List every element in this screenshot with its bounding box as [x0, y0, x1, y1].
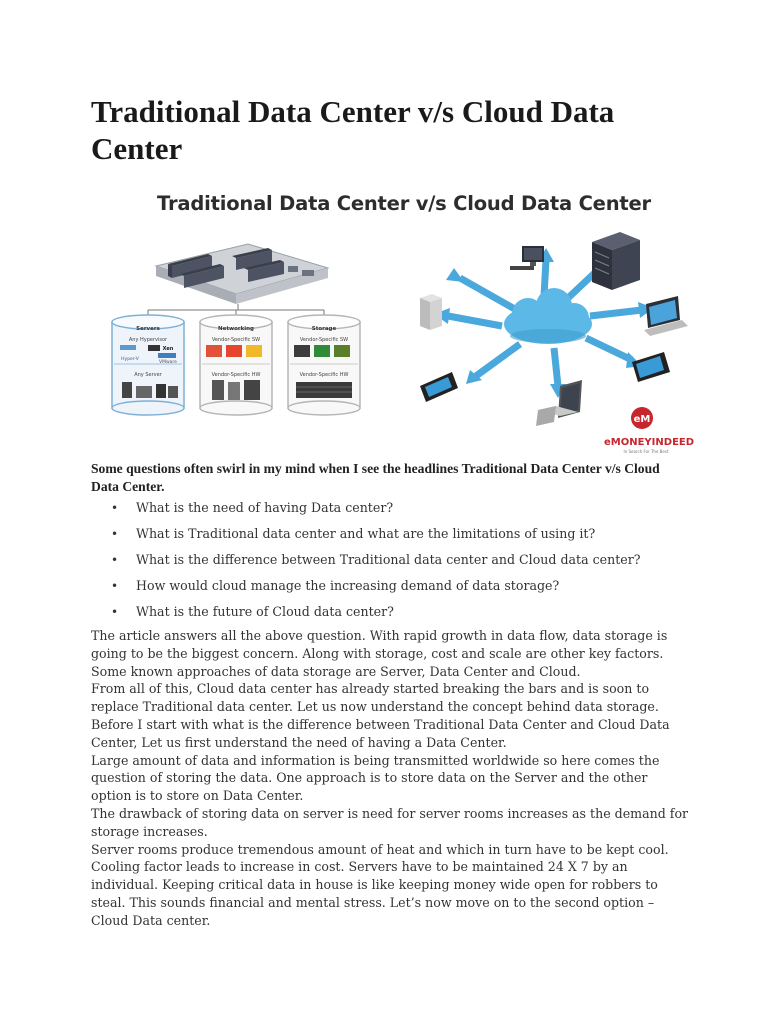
servers-sw-label: Any Hypervisor [128, 337, 168, 343]
paragraph: Before I start with what is the difference between Traditional Data Center and Cloud Data Center, Let us first understand the need of having a Data Center. [91, 716, 670, 750]
server-rack-icon [592, 232, 640, 290]
servers-hw-label: Any Server [134, 372, 162, 378]
storage-sw-label: Vendor-Specific SW [299, 337, 349, 343]
figure-illustration [108, 186, 700, 456]
bullet-icon: • [111, 605, 119, 619]
question-text: What is the difference between Traditional data center and Cloud data center? [136, 552, 641, 567]
storage-label: Storage [311, 326, 337, 332]
list-item [111, 526, 641, 552]
list-item [111, 552, 641, 578]
figure-title: Traditional Data Center v/s Cloud Data Center [157, 192, 651, 215]
smartphone-bottom-icon [420, 372, 458, 402]
list-item [111, 578, 641, 604]
brand-logo [604, 407, 694, 454]
article-body [91, 627, 691, 930]
brand-name: eMONEYINDEED [604, 437, 695, 448]
paragraph: The drawback of storing data on server is need for server rooms increases as the demand for storage increases. [91, 805, 689, 839]
list-item [111, 500, 641, 526]
article-title: Traditional Data Center v/s Cloud Data Center [91, 94, 615, 166]
hypervisor-vmware: VMware [159, 360, 177, 365]
bullet-icon: • [111, 501, 119, 515]
question-text: What is the future of Cloud data center? [136, 604, 394, 619]
question-text: What is the need of having Data center? [136, 500, 394, 515]
paragraph: The article answers all the above question. With rapid growth in data flow, data storage is going to be the biggest concern. Along with storage, cost and scale are other key factors. Some known approaches of data storage are Server, Data Center and Cloud. [91, 628, 668, 679]
smartphone-icon [632, 352, 670, 382]
bullet-icon: • [111, 579, 119, 593]
networking-sw-label: Vendor-Specific SW [211, 337, 261, 343]
pc-tower-icon [420, 294, 442, 330]
svg-text:eM: eM [633, 414, 651, 425]
hypervisor-xen: Xen [162, 346, 174, 352]
bullet-icon: • [111, 527, 119, 541]
question-text: What is Traditional data center and what are the limitations of using it? [136, 526, 596, 541]
desktop-computer-icon [510, 246, 544, 270]
paragraph: Large amount of data and information is being transmitted worldwide so here comes the question of storing the data. One approach is to store data on the Server and the other option is to store on Data Center. [91, 752, 660, 804]
networking-label: Networking [218, 326, 254, 332]
hypervisor-hyperv: Hyper-V [121, 357, 139, 362]
bullet-icon: • [111, 553, 119, 567]
paragraph: From all of this, Cloud data center has already started breaking the bars and is soon to replace Traditional data center. Let us now understand the concept behind data storage. [91, 681, 659, 715]
laptop-icon [644, 296, 688, 336]
paragraph: Server rooms produce tremendous amount of heat and which in turn have to be kept cool. Cooling factor leads to increase in cost. Servers have to be maintained 24 X 7 by an individual. Keeping critical data in house is like keeping money wide open for robbers to steal. This sounds financial and mental stress. Let’s now move on to the second option – Cloud Data center. [91, 841, 669, 928]
intro-text: Some questions often swirl in my mind when I see the headlines Traditional Data Center v/s Cloud Data Center. [91, 461, 660, 494]
storage-hw-label: Vendor-Specific HW [299, 372, 349, 378]
traditional-datacenter-illustration [112, 244, 360, 415]
question-text: How would cloud manage the increasing demand of data storage? [136, 578, 560, 593]
cloud-datacenter-illustration [420, 232, 694, 454]
networking-hw-label: Vendor-Specific HW [211, 372, 261, 378]
comparison-figure [108, 186, 700, 456]
questions-list [111, 500, 641, 630]
servers-label: Servers [136, 326, 160, 332]
brand-tagline: In Search For The Best [623, 449, 669, 454]
